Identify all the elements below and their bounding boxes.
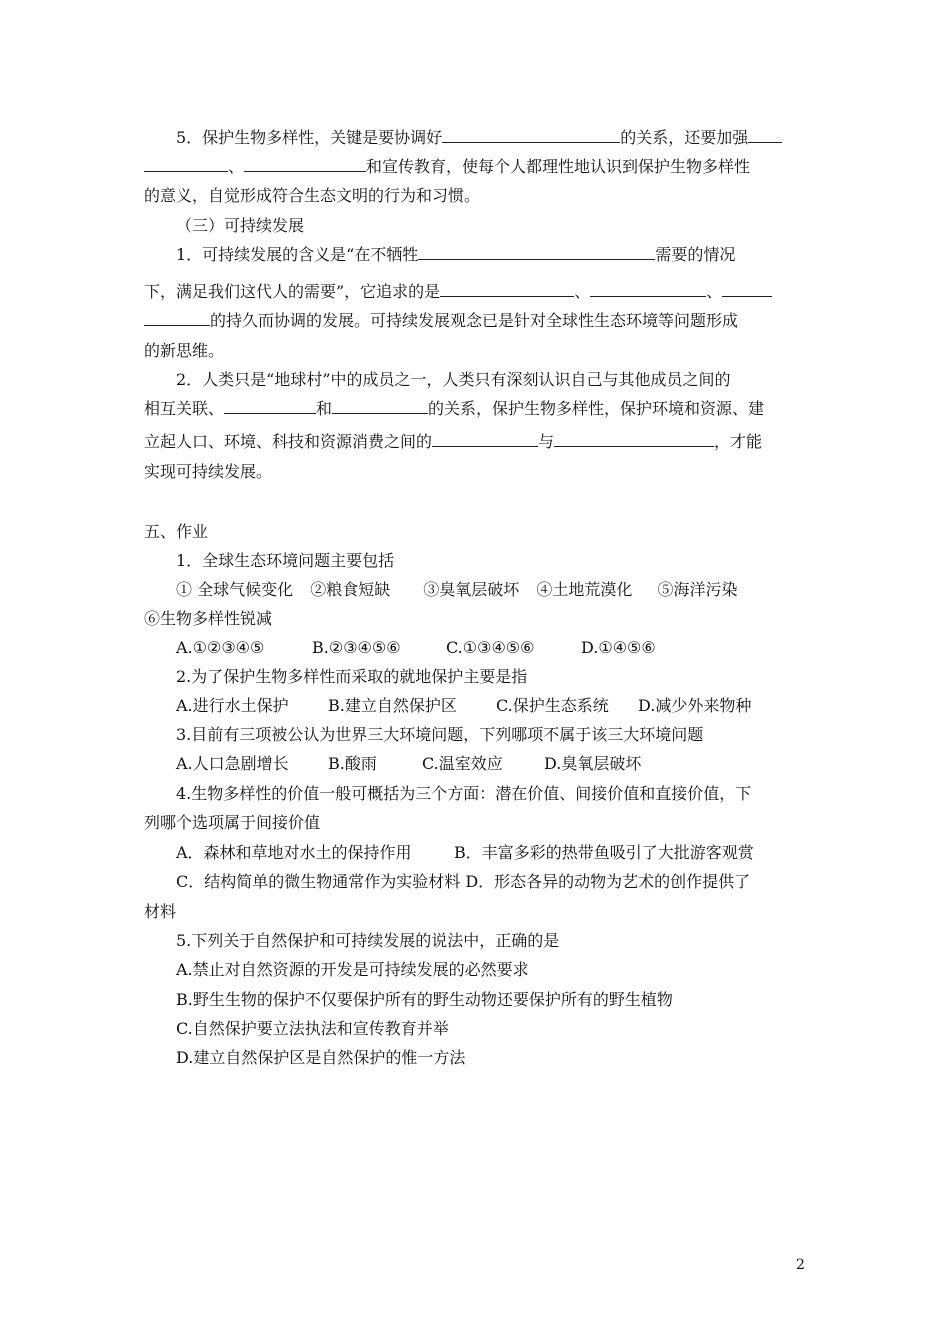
- option: A．森林和草地对水土的保持作用: [176, 843, 412, 862]
- q5-line-3: 的意义，自觉形成符合生态文明的行为和习惯。: [144, 186, 481, 205]
- item: ⑤海洋污染: [657, 580, 738, 599]
- option: C.保护生态系统: [496, 696, 609, 715]
- hw-q1-items: [176, 580, 786, 600]
- answer-blank: [590, 282, 706, 297]
- text: 的持久而协调的发展。可持续发展观念已是针对全球性生态环境等问题形成: [210, 311, 739, 330]
- hw-q5-stem: 5.下列关于自然保护和可持续发展的说法中，正确的是: [176, 931, 560, 950]
- option: A.①②③④⑤: [176, 638, 265, 657]
- text: 的关系，还要加强: [620, 128, 749, 147]
- option: D.①④⑤⑥: [581, 638, 656, 657]
- answer-blank: [748, 128, 782, 143]
- text: 下，满足我们这代人的需要”，它追求的是: [144, 282, 441, 301]
- item: ②粮食短缺: [310, 580, 391, 599]
- answer-blank: [432, 432, 538, 447]
- s3q1-line-3: [144, 311, 784, 331]
- hw-q4-stem-cont: 列哪个选项属于间接价值: [144, 813, 321, 832]
- text: 和宣传教育，使每个人都理性地认识到保护生物多样性: [366, 157, 751, 176]
- text: 相互关联、: [144, 399, 225, 418]
- item: ④土地荒漠化: [536, 580, 633, 599]
- section-heading-sustainable: （三）可持续发展: [176, 216, 305, 235]
- s3q1-line-2: [144, 282, 784, 302]
- option: B.建立自然保护区: [328, 696, 457, 715]
- text: 、: [706, 282, 723, 301]
- option: B．丰富多彩的热带鱼吸引了大批游客观赏: [454, 843, 754, 862]
- s3q1-line-4: 的新思维。: [144, 341, 225, 360]
- page-number: 2: [796, 1257, 805, 1273]
- option: B.②③④⑤⑥: [312, 638, 401, 657]
- text: 与: [538, 432, 555, 451]
- option: C.①③④⑤⑥: [446, 638, 535, 657]
- item: ③臭氧层破坏: [423, 580, 520, 599]
- text: 需要的情况: [655, 245, 736, 264]
- homework-title: 五、作业: [144, 522, 209, 541]
- answer-blank: [722, 282, 772, 297]
- s3q2-line-1: 2．人类只是“地球村”中的成员之一，人类只有深刻认识自己与其他成员之间的: [176, 370, 731, 389]
- answer-blank: [332, 399, 428, 414]
- answer-blank: [442, 128, 620, 143]
- hw-q1-stem: 1．全球生态环境问题主要包括: [176, 551, 395, 570]
- hw-q4-options-cd: [176, 872, 786, 892]
- s3q2-line-4: 实现可持续发展。: [144, 462, 273, 481]
- answer-blank: [244, 157, 366, 172]
- answer-blank: [144, 157, 228, 172]
- q5-line-1: [176, 128, 786, 148]
- answer-blank: [144, 311, 210, 326]
- hw-q4-option-cont: 材料: [144, 902, 177, 921]
- hw-q5-option-a: A.禁止对自然资源的开发是可持续发展的必然要求: [176, 960, 529, 979]
- answer-blank: [554, 432, 714, 447]
- option: D.减少外来物种: [638, 696, 752, 715]
- text: 的关系，保护生物多样性，保护环境和资源、建: [428, 399, 765, 418]
- text: ，才能: [714, 432, 763, 451]
- text: 1．可持续发展的含义是“在不牺牲: [176, 245, 419, 264]
- option: D．形态各异的动物为艺术的创作提供了: [465, 872, 751, 891]
- text: 、: [228, 157, 245, 176]
- hw-q1-item6: ⑥生物多样性锐减: [144, 609, 273, 628]
- answer-blank: [440, 282, 574, 297]
- option: B.酸雨: [328, 754, 377, 773]
- hw-q5-option-c: C.自然保护要立法执法和宣传教育并举: [176, 1019, 449, 1038]
- option: A.人口急剧增长: [176, 754, 289, 773]
- q5-line-2: [144, 157, 784, 177]
- text: 和: [316, 399, 333, 418]
- s3q2-line-2: [144, 399, 784, 419]
- option: D.臭氧层破坏: [544, 754, 642, 773]
- s3q2-line-3: [144, 432, 784, 452]
- text: 立起人口、环境、科技和资源消费之间的: [144, 432, 433, 451]
- text: 、: [574, 282, 591, 301]
- hw-q3-stem: 3.目前有三项被公认为世界三大环境问题，下列哪项不属于该三大环境问题: [176, 725, 704, 744]
- s3q1-line-1: [176, 245, 786, 265]
- option: C．结构简单的微生物通常作为实验材料: [176, 872, 461, 891]
- answer-blank: [418, 245, 655, 260]
- hw-q2-stem: 2.为了保护生物多样性而采取的就地保护主要是指: [176, 667, 528, 686]
- item: ① 全球气候变化: [176, 580, 294, 599]
- hw-q4-stem: 4.生物多样性的价值一般可概括为三个方面：潜在价值、间接价值和直接价值，下: [176, 784, 752, 803]
- text: 5．保护生物多样性，关键是要协调好: [176, 128, 443, 147]
- answer-blank: [224, 399, 316, 414]
- hw-q5-option-d: D.建立自然保护区是自然保护的惟一方法: [176, 1048, 466, 1067]
- option: C.温室效应: [422, 754, 503, 773]
- hw-q5-option-b: B.野生生物的保护不仅要保护所有的野生动物还要保护所有的野生植物: [176, 990, 673, 1009]
- option: A.进行水土保护: [176, 696, 289, 715]
